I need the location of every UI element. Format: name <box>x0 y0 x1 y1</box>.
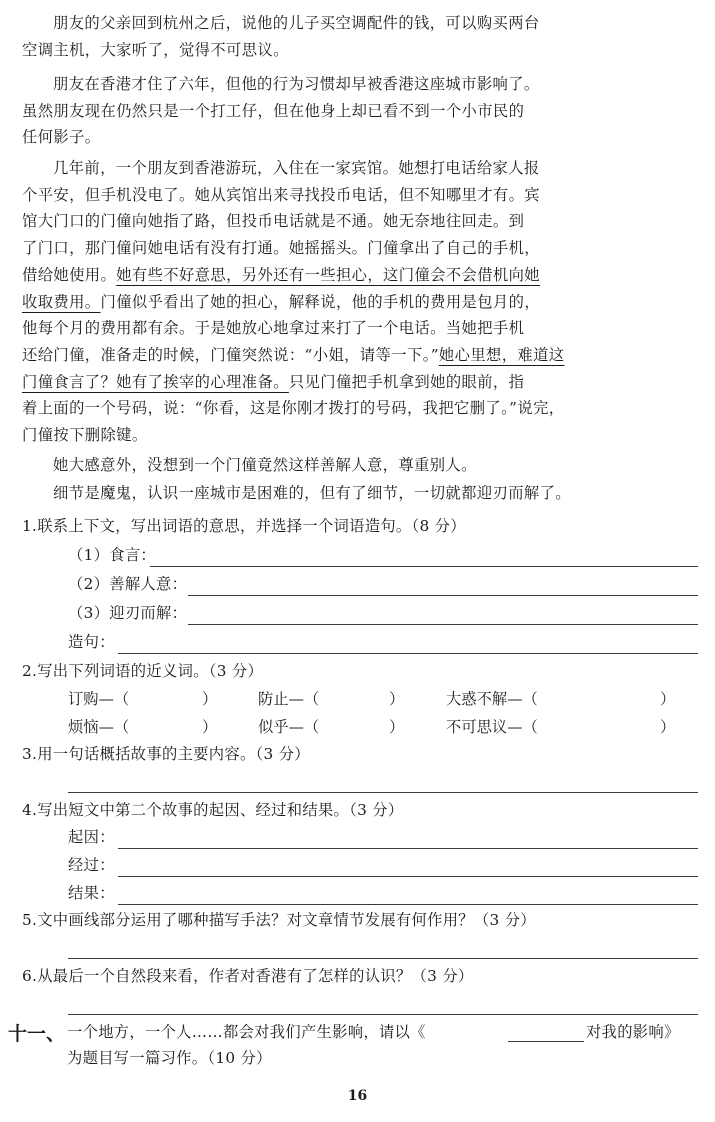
synonym-word: 大惑不解—（ <box>446 690 538 708</box>
synonym-bracket: ） <box>389 718 405 736</box>
q4-cause-line[interactable] <box>118 848 698 849</box>
passage-line: 他每个月的费用都有余。于是她放心地拿过来打了一个电话。当她把手机 <box>22 319 525 338</box>
passage-line: 门僮按下删除键。 <box>22 426 148 445</box>
passage-line <box>22 369 700 396</box>
q1-answer-line-3[interactable] <box>188 624 698 625</box>
synonym-word: 烦恼—（ <box>68 718 130 736</box>
passage-line: 着上面的一个号码，说：“你看，这是你刚才拨打的号码，我把它删了。”说完， <box>22 399 565 418</box>
passage-line: 细节是魔鬼，认识一座城市是困难的，但有了细节，一切就都迎刃而解了。 <box>53 484 571 502</box>
q1-item-label: （2）善解人意： <box>68 575 188 593</box>
essay-section-number: 十一、 <box>8 1023 66 1045</box>
passage-text: 门僮似乎看出了她的担心，解释说，他的手机的费用是包月的， <box>100 292 541 311</box>
passage-paragraph-4 <box>22 452 700 479</box>
q4-item-label: 结果： <box>68 884 115 902</box>
passage-line: 任何影子。 <box>22 128 101 147</box>
synonym-bracket: ） <box>202 690 218 708</box>
q1-sentence-label: 造句： <box>68 633 115 651</box>
passage-line: 空调主机，大家听了，觉得不可思议。 <box>22 40 289 59</box>
essay-prompt-line-2: 为题目写一篇习作。（10 分） <box>67 1049 272 1067</box>
synonym-word: 订购—（ <box>68 690 130 708</box>
underlined-passage: 她有些不好意思，另外还有一些担心，这门僮会不会借机向她 <box>116 265 541 284</box>
q5-answer-line[interactable] <box>68 958 698 959</box>
passage-line: 她大感意外，没想到一个门僮竟然这样善解人意，尊重别人。 <box>53 456 477 474</box>
essay-prompt-end: 对我的影响》 <box>586 1023 680 1041</box>
passage-line: 几年前，一个朋友到香港游玩，入住在一家宾馆。她想打电话给家人报 <box>53 159 540 177</box>
passage-text: 只见门僮把手机拿到她的眼前，指 <box>288 372 525 391</box>
question-2-title: 2.写出下列词语的近义词。（3 分） <box>22 662 264 680</box>
q1-item-label: （1）食言： <box>68 546 157 564</box>
synonym-word: 不可思议—（ <box>446 718 538 736</box>
underlined-passage: 门僮食言了？她有了挨宰的心理准备。 <box>22 372 289 391</box>
underlined-passage: 她心里想，难道这 <box>438 345 565 364</box>
q4-item-label: 经过： <box>68 856 115 874</box>
passage-line <box>22 289 700 316</box>
question-1-title: 1.联系上下文，写出词语的意思，并选择一个词语造句。（8 分） <box>22 517 466 535</box>
question-5-title: 5.文中画线部分运用了哪种描写手法？对文章情节发展有何作用？（3 分） <box>22 911 536 929</box>
q3-answer-line[interactable] <box>68 792 698 793</box>
passage-paragraph-2 <box>22 71 700 151</box>
passage-line: 朋友在香港才住了六年，但他的行为习惯却早被香港这座城市影响了。 <box>53 75 540 93</box>
synonym-bracket: ） <box>660 718 676 736</box>
essay-prompt: 一个地方，一个人……都会对我们产生影响，请以《 <box>67 1023 426 1041</box>
synonym-bracket: ） <box>660 690 676 708</box>
question-3-title: 3.用一句话概括故事的主要内容。（3 分） <box>22 745 310 763</box>
question-4-title: 4.写出短文中第二个故事的起因、经过和结果。（3 分） <box>22 801 404 819</box>
page-number: 16 <box>347 1088 368 1104</box>
passage-line: 虽然朋友现在仍然只是一个打工仔，但在他身上却已看不到一个小市民的 <box>22 101 525 120</box>
passage-text: 还给门僮，准备走的时候，门僮突然说：“小姐，请等一下。” <box>22 345 439 364</box>
q4-item-label: 起因： <box>68 828 115 846</box>
q1-answer-line-2[interactable] <box>188 595 698 596</box>
passage-line <box>22 342 700 369</box>
passage-paragraph-1 <box>22 10 700 63</box>
underlined-passage: 收取费用。 <box>22 292 101 311</box>
q1-answer-line-1[interactable] <box>150 566 698 567</box>
passage-paragraph-5 <box>22 480 700 507</box>
synonym-word: 防止—（ <box>258 690 320 708</box>
passage-text: 借给她使用。 <box>22 265 117 284</box>
question-6-title: 6.从最后一个自然段来看，作者对香港有了怎样的认识？（3 分） <box>22 967 474 985</box>
q4-result-line[interactable] <box>118 904 698 905</box>
q4-process-line[interactable] <box>118 876 698 877</box>
q1-sentence-line[interactable] <box>118 653 698 654</box>
q6-answer-line[interactable] <box>68 1014 698 1015</box>
passage-line: 馆大门口的门僮向她指了路，但投币电话就是不通。她无奈地往回走。到 <box>22 212 525 231</box>
passage-line: 朋友的父亲回到杭州之后，说他的儿子买空调配件的钱，可以购买两台 <box>53 14 540 32</box>
synonym-bracket: ） <box>389 690 405 708</box>
passage-line <box>22 262 700 289</box>
passage-paragraph-3 <box>22 155 700 449</box>
synonym-bracket: ） <box>202 718 218 736</box>
synonym-word: 似乎—（ <box>258 718 320 736</box>
q1-item-label: （3）迎刃而解： <box>68 604 188 622</box>
passage-line: 个平安，但手机没电了。她从宾馆出来寻找投币电话，但不知哪里才有。宾 <box>22 185 540 204</box>
essay-title-blank[interactable] <box>508 1041 584 1042</box>
passage-line: 了门口，那门僮问她电话有没有打通。她摇摇头。门僮拿出了自己的手机， <box>22 239 540 258</box>
